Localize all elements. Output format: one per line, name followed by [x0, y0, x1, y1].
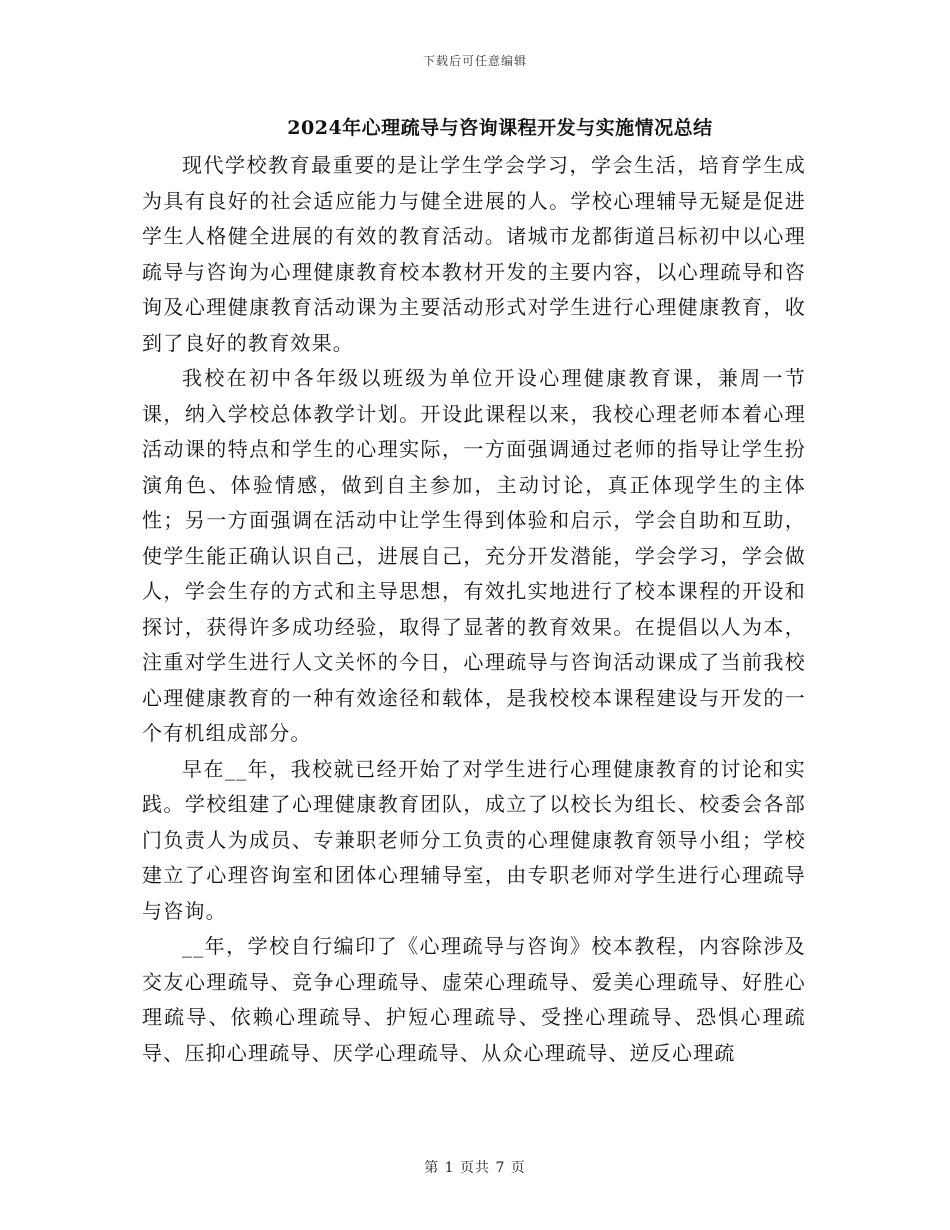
document-body	[142, 148, 806, 1071]
page-header: 下载后可任意编辑	[422, 54, 527, 68]
paragraph: 早在__年，我校就已经开始了对学生进行心理健康教育的讨论和实践。学校组建了心理健康教育团队，成立了以校长为组长、校委会各部门负责人为成员、专兼职老师分工负责的心理健康教育领导小组；学校建立了心理咨询室和团体心理辅导室，由专职老师对学生进行心理疏导与咨询。	[142, 756, 806, 923]
paragraph: __年，学校自行编印了《心理疏导与咨询》校本教程，内容除涉及交友心理疏导、竞争心理疏导、虚荣心理疏导、爱美心理疏导、好胜心理疏导、依赖心理疏导、护短心理疏导、受挫心理疏导、恐惧心理疏导、压抑心理疏导、厌学心理疏导、从众心理疏导、逆反心理疏	[142, 934, 806, 1065]
paragraph: 现代学校教育最重要的是让学生学会学习，学会生活，培育学生成为具有良好的社会适应能力与健全进展的人。学校心理辅导无疑是促进学生人格健全进展的有效的教育活动。诸城市龙都街道吕标初中以心理疏导与咨询为心理健康教育校本教材开发的主要内容，以心理疏导和咨询及心理健康教育活动课为主要活动形式对学生进行心理健康教育，收到了良好的教育效果。	[142, 153, 806, 355]
page-number: 第 1 页共 7 页	[424, 1160, 526, 1176]
document-title: 2024年心理疏导与咨询课程开发与实施情况总结	[287, 117, 713, 139]
paragraph: 我校在初中各年级以班级为单位开设心理健康教育课，兼周一节课，纳入学校总体教学计划。开设此课程以来，我校心理老师本着心理活动课的特点和学生的心理实际，一方面强调通过老师的指导让学生扮演角色、体验情感，做到自主参加，主动讨论，真正体现学生的主体性；另一方面强调在活动中让学生得到体验和启示，学会自助和互助，使学生能正确认识自己，进展自己，充分开发潜能，学会学习，学会做人，学会生存的方式和主导思想，有效扎实地进行了校本课程的开设和探讨，获得许多成功经验，取得了显著的教育效果。在提倡以人为本，注重对学生进行人文关怀的今日，心理疏导与咨询活动课成了当前我校心理健康教育的一种有效途径和载体，是我校校本课程建设与开发的一个有机组成部分。	[142, 366, 806, 745]
